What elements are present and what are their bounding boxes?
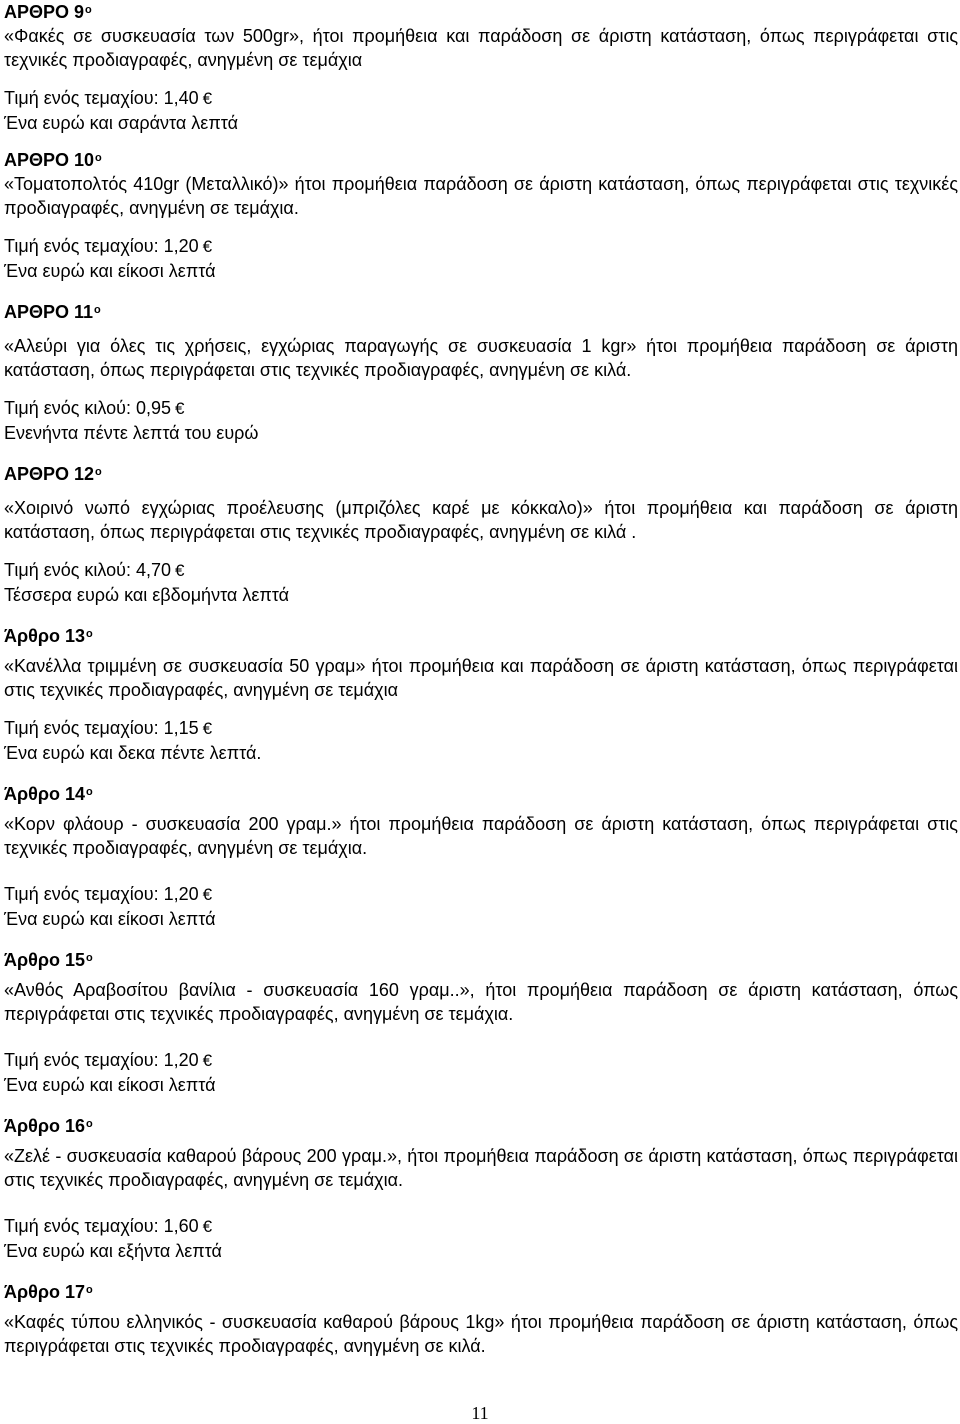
article-description: «Κορν φλάουρ - συσκευασία 200 γραμ.» ήτοι προμήθεια παράδοση σε άριστη κατάσταση, όπως περιγράφεται στις τεχνικές προδιαγραφές, ανηγμένη σε τεμάχια. (4, 814, 958, 858)
article-description: «Ανθός Αραβοσίτου βανίλια - συσκευασία 160 γραμ..», ήτοι προμήθεια παράδοση σε άριστη κατάσταση, όπως περιγράφεται στις τεχνικές προδιαγραφές, ανηγμένη σε τεμάχια. (4, 980, 958, 1024)
article-10 (4, 135, 958, 283)
article-16 (4, 1097, 958, 1263)
ordinal-superscript: ο (95, 152, 102, 164)
article-15 (4, 931, 958, 1097)
unit-price: Τιμή ενός τεμαχίου: 1,40 € (4, 86, 958, 111)
price-in-words: Ένα ευρώ και δεκα πέντε λεπτά. (4, 743, 262, 763)
document-body (4, 0, 958, 1358)
euro-sign: € (202, 1051, 213, 1070)
ordinal-superscript: ο (86, 952, 93, 964)
article-heading: Άρθρο $14^o$ (4, 784, 93, 804)
price-in-words: Ένα ευρώ και σαράντα λεπτά (4, 113, 238, 133)
ordinal-superscript: ο (86, 786, 93, 798)
ordinal-superscript: ο (94, 304, 101, 316)
unit-price: Τιμή ενός τεμαχίου: 1,60 € (4, 1214, 958, 1239)
unit-price: Τιμή ενός τεμαχίου: 1,20 € (4, 1048, 958, 1073)
unit-price: Τιμή ενός κιλού: 0,95 € (4, 396, 958, 421)
price-in-words: Τέσσερα ευρώ και εβδομήντα λεπτά (4, 585, 290, 605)
article-heading: Άρθρο $13^o$ (4, 626, 93, 646)
unit-price: Τιμή ενός κιλού: 4,70 € (4, 558, 958, 583)
price-in-words: Ένα ευρώ και εξήντα λεπτά (4, 1241, 222, 1261)
euro-sign: € (202, 719, 213, 738)
price-in-words: Ένα ευρώ και είκοσι λεπτά (4, 1075, 216, 1095)
unit-price: Τιμή ενός τεμαχίου: 1,15 € (4, 716, 958, 741)
euro-sign: € (202, 237, 213, 256)
article-description: «Καφές τύπου ελληνικός - συσκευασία καθαρού βάρους 1kg» ήτοι προμήθεια παράδοση σε άριστη κατάσταση, όπως περιγράφεται στις τεχνικές προδιαγραφές, ανηγμένη σε κιλά. (4, 1312, 958, 1356)
article-description: «Κανέλλα τριμμένη σε συσκευασία 50 γραμ» ήτοι προμήθεια και παράδοση σε άριστη κατάσταση, όπως περιγράφεται στις τεχνικές προδιαγραφές, ανηγμένη σε τεμάχια (4, 656, 958, 700)
price-in-words: Ενενήντα πέντε λεπτά του ευρώ (4, 423, 259, 443)
unit-price: Τιμή ενός τεμαχίου: 1,20 € (4, 234, 958, 259)
article-heading: ΑΡΘΡΟ $12^o$ (4, 464, 102, 484)
article-heading: Άρθρο $16^o$ (4, 1116, 93, 1136)
price-in-words: Ένα ευρώ και είκοσι λεπτά (4, 909, 216, 929)
article-11 (4, 283, 958, 445)
article-heading: Άρθρο $15^o$ (4, 950, 93, 970)
article-heading: ΑΡΘΡΟ $10^o$ (4, 150, 102, 170)
article-14 (4, 765, 958, 931)
euro-sign: € (175, 561, 185, 580)
article-12 (4, 445, 958, 607)
ordinal-superscript: ο (85, 4, 92, 16)
euro-sign: € (202, 89, 213, 108)
ordinal-superscript: ο (86, 628, 93, 640)
ordinal-superscript: ο (86, 1284, 93, 1296)
article-description: «Τοματοπολτός 410gr (Μεταλλικό)» ήτοι προμήθεια παράδοση σε άριστη κατάσταση, όπως περιγράφεται στις τεχνικές προδιαγραφές, ανηγμένη σε τεμάχια. (4, 174, 958, 218)
page-number: 11 (471, 1403, 489, 1423)
article-heading: Άρθρο $17^o$ (4, 1282, 93, 1302)
article-description: «Αλεύρι για όλες τις χρήσεις, εγχώριας παραγωγής σε συσκευασία 1 kgr» ήτοι προμήθεια παράδοση σε άριστη κατάσταση, όπως περιγράφεται στις τεχνικές προδιαγραφές, ανηγμένη σε κιλά. (4, 336, 958, 380)
article-description: «Χοιρινό νωπό εγχώριας προέλευσης (μπριζόλες καρέ με κόκκαλο)» ήτοι προμήθεια και παράδοση σε άριστη κατάσταση, όπως περιγράφεται στις τεχνικές προδιαγραφές, ανηγμένη σε κιλά . (4, 498, 958, 542)
article-heading: ΑΡΘΡΟ $9^o$ (4, 2, 92, 22)
ordinal-superscript: ο (95, 466, 102, 478)
ordinal-superscript: ο (86, 1118, 93, 1130)
euro-sign: € (202, 885, 213, 904)
price-in-words: Ένα ευρώ και είκοσι λεπτά (4, 261, 216, 281)
article-heading: ΑΡΘΡΟ $11^o$ (4, 302, 101, 322)
euro-sign: € (175, 399, 185, 418)
article-9 (4, 0, 958, 135)
article-description: «Ζελέ - συσκευασία καθαρού βάρους 200 γραμ.», ήτοι προμήθεια παράδοση σε άριστη κατάσταση, όπως περιγράφεται στις τεχνικές προδιαγραφές, ανηγμένη σε τεμάχια. (4, 1146, 958, 1190)
article-17 (4, 1263, 958, 1358)
euro-sign: € (202, 1217, 213, 1236)
unit-price: Τιμή ενός τεμαχίου: 1,20 € (4, 882, 958, 907)
article-description: «Φακές σε συσκευασία των 500gr», ήτοι προμήθεια και παράδοση σε άριστη κατάσταση, όπως περιγράφεται στις τεχνικές προδιαγραφές, ανηγμένη σε τεμάχια (4, 26, 958, 70)
article-13 (4, 607, 958, 765)
